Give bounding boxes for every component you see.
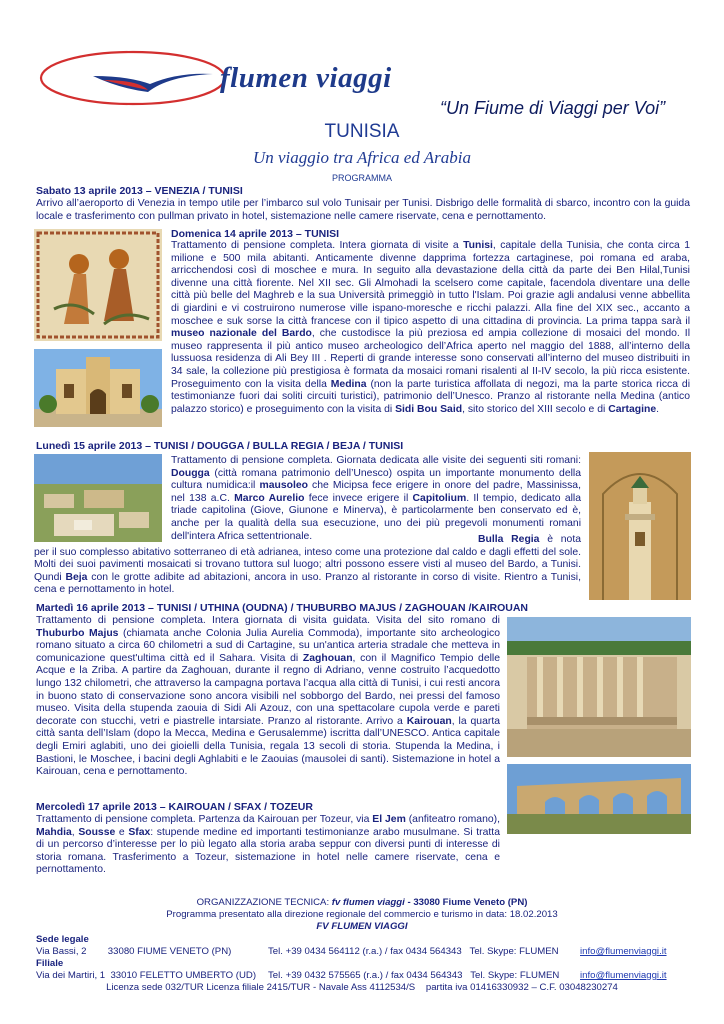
program-label: PROGRAMMA <box>331 173 392 183</box>
page-subtitle: Un viaggio tra Africa ed Arabia <box>252 148 471 167</box>
legal-seat-label: Sede legale <box>36 934 89 945</box>
day-heading: Sabato 13 aprile 2013 – VENEZIA / TUNISI <box>36 185 243 197</box>
day-heading: Lunedì 15 aprile 2013 – TUNISI / DOUGGA / BULLA REGIA / BEJA / TUNISI <box>36 440 404 452</box>
footer-organization: ORGANIZZAZIONE TECNICA: fv flumen viaggi - 33080 Fiume Veneto (PN) <box>196 897 528 908</box>
day-text: Arrivo all’aeroporto di Venezia in tempo utile per l’imbarco sul volo Tunisair per Tunisi. Disbrigo delle formalità di sbarco, incontro con la guida locale e trasferimento con pullman privato in hotel, sistemazione nelle camere riservate, cena e pernottamento. <box>36 198 690 222</box>
palace-photo <box>34 349 162 427</box>
footer-license: Licenza sede 032/TUR Licenza filiale 2415/TUR - Navale Ass 4112534/S partita iva 01416330932 – C.F. 03048230274 <box>106 982 618 993</box>
ruins-landscape-photo <box>34 454 162 542</box>
branch-contacts: Tel. +39 0432 575565 (r.a.) / fax 0434 564343 Tel. Skype: FLUMEN <box>268 970 560 981</box>
day-text-top: Trattamento di pensione completa. Partenza da Kairouan per Tozeur, via El Jem (anfiteatro romano), Mahdia, Sousse e Sfax: stupende medine ed importanti testimonianze arabo musulmane. Si tratta di un percorso d’interesse per lo più legato alla storia araba seppur con diversi punti di interesse di storia romana. Trasferimento a Tozeur, sistemazione in hotel nelle camere riservate, cena e pernottamento. <box>36 814 500 876</box>
branch-label: Filiale <box>36 958 64 969</box>
slogan: “Un Fiume di Viaggi per Voi” <box>440 98 666 118</box>
day-text-top: Trattamento di pensione completa. Giornata dedicata alle visite dei seguenti siti romani: Dougga (città romana patrimonio dell’Unesco) ospita un importante monumento della cultura numidica:il mausoleo che Micipsa fece erigere in onore del padre, Massinissa, nel 138 a.C. Marco Aurelio fece invece erigere il Capitolium. Il tempio, dedicato alla triade capitolina (Giove, Giunone e Minerva), è particolarmente ben conservato ed è, anche per la qualità della sua esecuzione, uno dei più pregevoli monumenti romani dell'intera Africa settentrionale. <box>171 455 582 542</box>
day-text-bottom: Bulla Regia è nota per il suo complesso abitativo sotterraneo di età adrianea, inteso come una protezione dal caldo e dagli effetti del sole. Molti dei suoi pavimenti mosaicati si trovano tuttora sul luogo; altri possono essere visti al museo del Bardo, a Tunisi. Qundi Beja con le grotte adibite ad abitazioni, ancora in uso. Pranzo al ristorante in corso di visite. Rientro a Tunisi, cena e pernottamento in hotel. <box>34 534 581 596</box>
mosaic-photo <box>34 229 162 341</box>
day-heading: Domenica 14 aprile 2013 – TUNISI <box>171 228 340 240</box>
legal-seat-email-link[interactable]: info@flumenviaggi.it <box>580 946 667 957</box>
footer-approval: Programma presentato alla direzione regionale del commercio e turismo in data: 18.02.2013 <box>166 909 558 920</box>
branch-address: Via dei Martiri, 1 33010 FELETTO UMBERTO (UD) <box>36 970 257 981</box>
aqueduct-photo <box>507 764 691 834</box>
day-text: Trattamento di pensione completa. Intera giornata di visite a Tunisi, capitale della Tunisia, che conta circa 1 milione e 500 mila abitanti. Anticamente divenne dapprima fortezza cartaginese, poi romana ed araba, arricchendosi così di moschee e mura. In seguito alla devastazione della città da parte dei Ben Hilal,Tunisi divenne una città fiorente. Nel XII sec. Gli Almohadi la scelsero come capitale, facendola diventare una delle città più belle del Maghreb e la sua Università primeggiò in tutto l'Islam. Poi grazie agli andalusi venne abbellita di giardini e vi costruirono numerose ville ispano-moresche e ricchi palazzi. Alla fine del XIX sec., accanto a moschee e suk sorse la città francese con il tipico aspetto di una cittadina di provincia. La prima tappa sarà il museo nazionale del Bardo, che custodisce la più preziosa ed ampia collezione di mosaici del mondo. Il museo rappresenta il più antico museo archeologico dell’Africa aperto nel maggio del 1888, all’interno della lussuosa residenza di Ali Bey III . Reperti di grande interesse sono conservati all’interno del museo distribuiti in 34 sale, la collezione più prestigiosa è formata da mosaici romani risalenti al II-IV secolo, la più ricca esistente. Proseguimento con la visita della Medina (non la parte turistica affollata di negozi, ma la parte storica ricca di testimonianze fuori dai soliti circuiti turistici), patrimonio dell’Unesco. Pranzo al ristorante nella Medina (antico palazzo storico) e proseguimento con la visita di Sidi Bou Said, sito storico del XIII secolo e di Cartagine. <box>171 240 690 415</box>
day-heading: Martedì 16 aprile 2013 – TUNISI / UTHINA (OUDNA) / THUBURBO MAJUS / ZAGHOUAN /KAIROUAN <box>36 602 528 614</box>
branch-email-link[interactable]: info@flumenviaggi.it <box>580 970 667 981</box>
logo-text: flumen viaggi <box>220 62 392 94</box>
day-heading: Mercoledì 17 aprile 2013 – KAIROUAN / SFAX / TOZEUR <box>36 801 313 813</box>
minaret-photo <box>589 452 691 600</box>
amphitheatre-ruins-photo <box>507 617 691 757</box>
page-title: TUNISIA <box>324 121 400 142</box>
legal-seat-contacts: Tel. +39 0434 564112 (r.a.) / fax 0434 564343 Tel. Skype: FLUMEN <box>268 946 559 957</box>
legal-seat-address: Via Bassi, 2 33080 FIUME VENETO (PN) <box>36 946 232 957</box>
footer-signature: FV FLUMEN VIAGGI <box>316 921 408 932</box>
day-text: Trattamento di pensione completa. Intera giornata di visita guidata. Visita del sito romano di Thuburbo Majus (chiamata anche Colonia Julia Aurelia Commoda), importante sito archeologico romano situato a circa 60 chilometri a sud di Cartagine, su un'antica arteria stradale che metteva in comunicazione quest'ultima città ed il Sahara. Visita di Zaghouan, con il Magnifico Tempio delle Acque e la Zriba. A partire da Zaghouan, durante il regno di Adriano, venne costruito l’acquedotto lungo 132 chilometri, che attraverso la campagna portava l’acqua alla città di Tunisi, i cui resti ancora in buono stato di conservazione sono ancora visibili nel sobborgo del Bardo, nei pressi del famoso museo. Visita della stupenda zaouia di Sidi Ali Azouz, con una spettacolare cupola verde e pareti decorate con stucchi, vetri e piastrelle intarsiate. Pranzo al ristorante. Arrivo a Kairouan, la quarta città santa dell’Islam (dopo la Mecca, Medina e Gerusalemme) iscritta dall’UNESCO. Antica capitale degli Emiri aglabiti, uno dei gioielli della Tunisia, regala 13 secoli di storia. Stupenda la Medina, i Bastioni, le Moschee, i bacini degli Aghlabiti e le Zaouias (mausolei di santi). Sistemazione in hotel a Kairouan, cena e pernottamento. <box>36 615 500 778</box>
